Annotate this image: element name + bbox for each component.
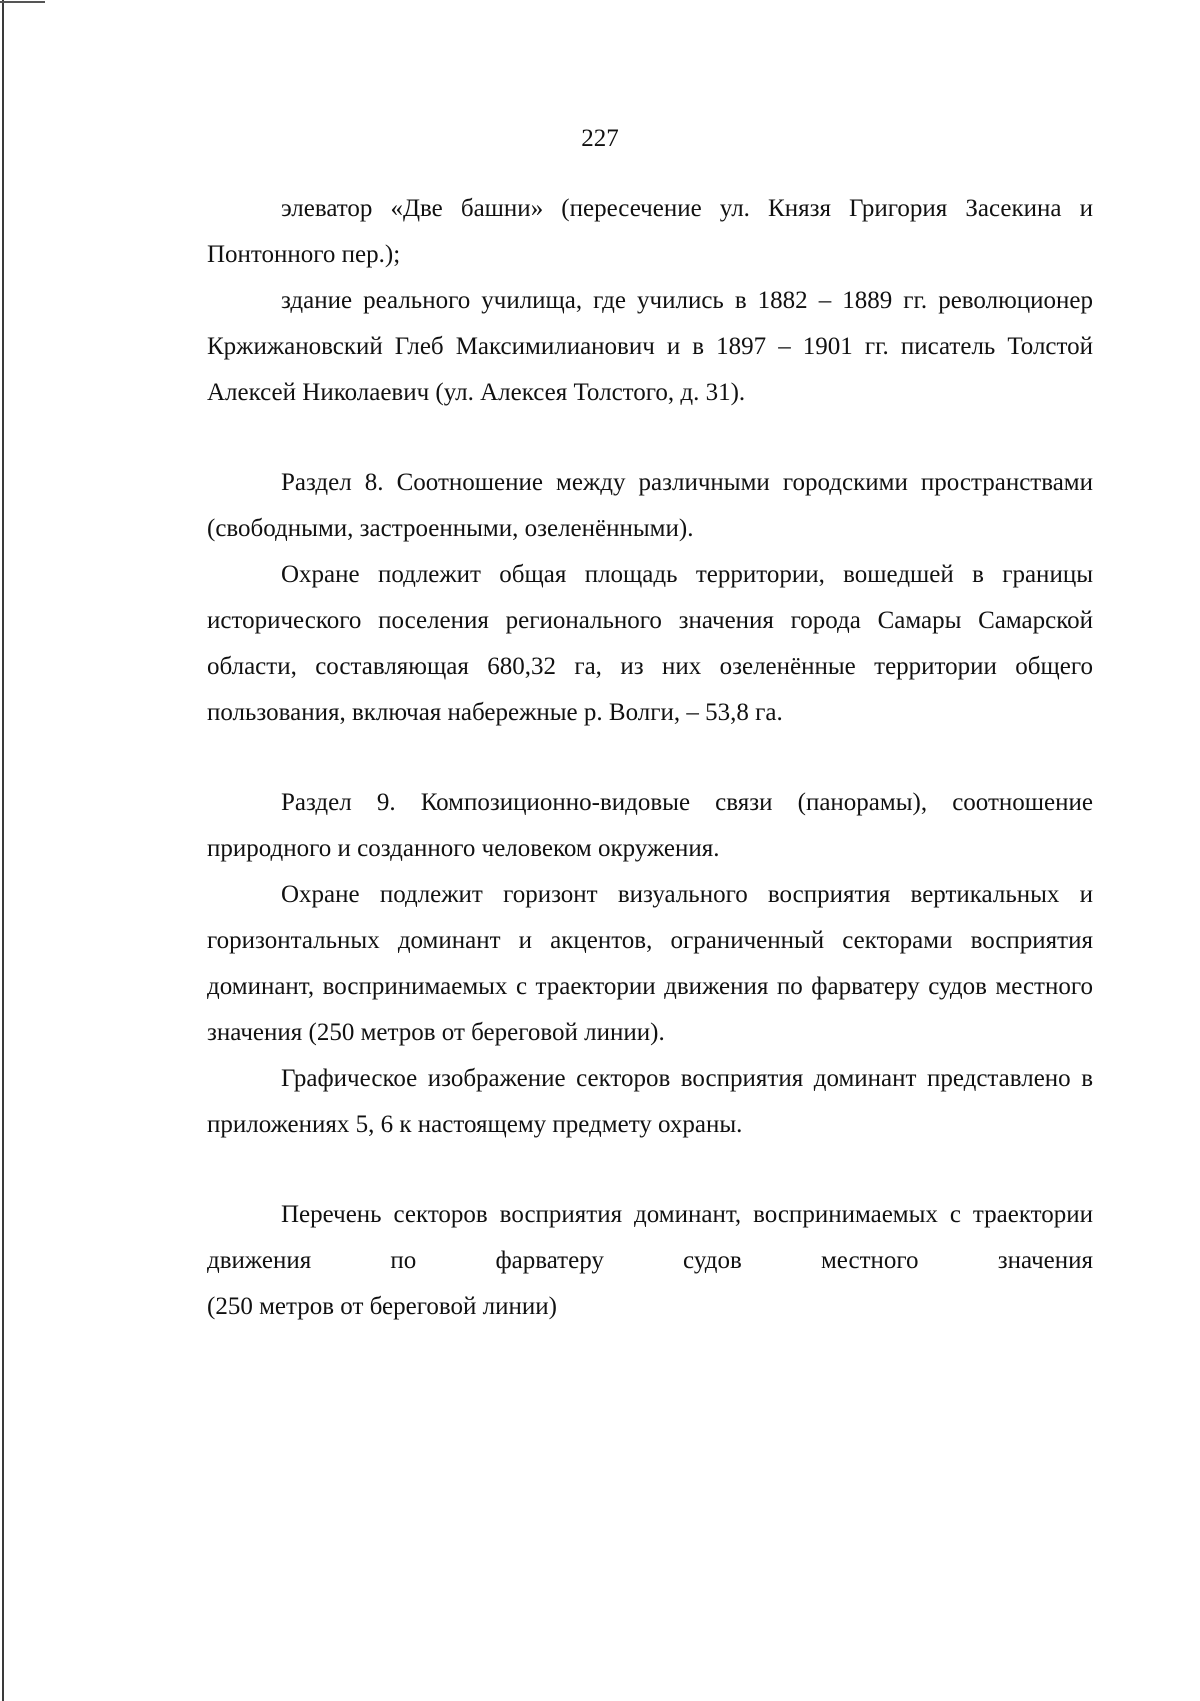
paragraph-school-building: здание реального училища, где учились в 1882 – 1889 гг. революционер Кржижановский Глеб Максимилианович и в 1897 – 1901 гг. писатель Толстой Алексей Николаевич (ул. Алексея Толстого, д. 31). [207, 287, 1093, 406]
section-8-paragraph: Охране подлежит общая площадь территории, вошедшей в границы исторического поселения регионального значения города Самары Самарской области, составляющая 680,32 га, из них озеленённые территории общего пользования, включая набережные р. Волги, – 53,8 га. [207, 561, 1093, 726]
section-9-heading: Раздел 9. Композиционно-видовые связи (панорамы), соотношение природного и созданного человеком окружения. [207, 789, 1093, 862]
paragraph-elevator: элеватор «Две башни» (пересечение ул. Князя Григория Засекина и Понтонного пер.); [207, 195, 1093, 268]
sectors-list-heading: Перечень секторов восприятия доминант, воспринимаемых с траектории движения по фарватеру судов местного значения [207, 1201, 1093, 1274]
page-number: 227 [581, 125, 619, 152]
document-body [207, 186, 1093, 1330]
scan-left-edge [2, 0, 4, 1701]
section-9-graphic-note: Графическое изображение секторов восприятия доминант представлено в приложениях 5, 6 к настоящему предмету охраны. [207, 1065, 1093, 1138]
section-9-paragraph: Охране подлежит горизонт визуального восприятия вертикальных и горизонтальных доминант и акцентов, ограниченный секторами восприятия доминант, воспринимаемых с траектории движения по фарватеру судов местного значения (250 метров от береговой линии). [207, 881, 1093, 1046]
sectors-list-heading-tail: (250 метров от береговой линии) [207, 1293, 557, 1320]
scan-top-edge [0, 1, 45, 3]
section-8-heading: Раздел 8. Соотношение между различными городскими пространствами (свободными, застроенными, озеленёнными). [207, 469, 1093, 542]
